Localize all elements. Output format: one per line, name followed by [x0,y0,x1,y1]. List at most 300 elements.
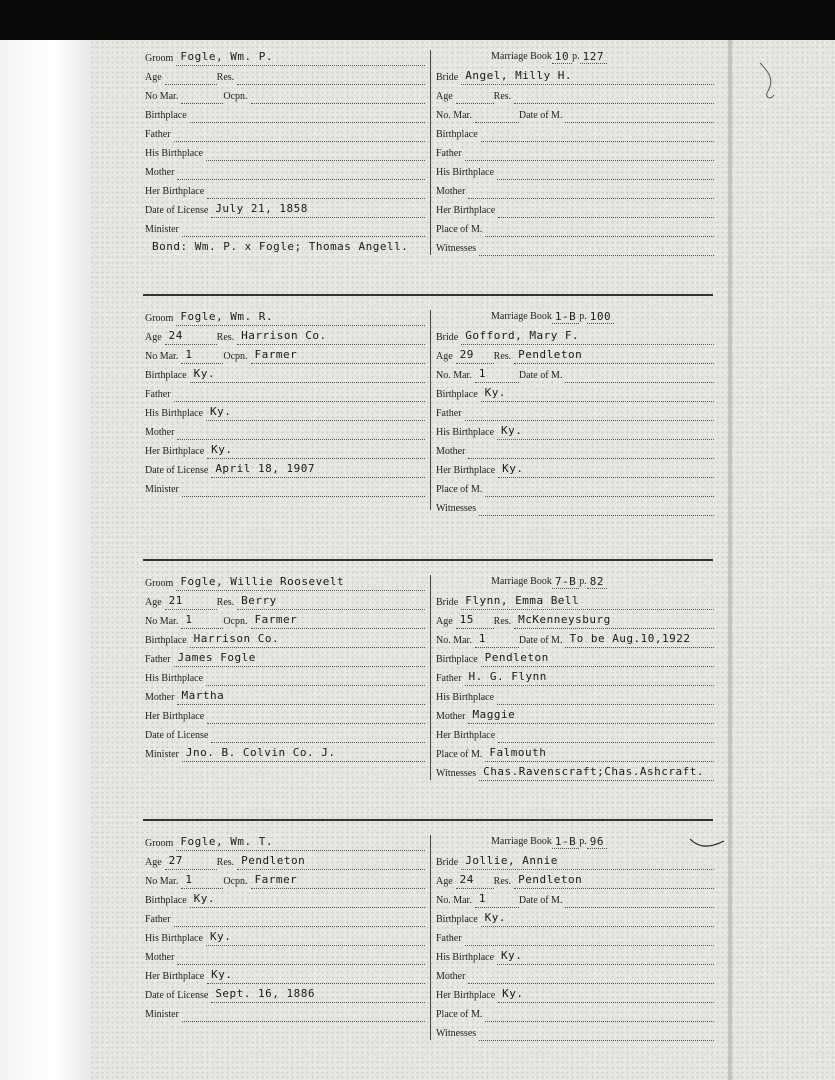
bride-date-of-m-label: Date of M. [518,370,563,381]
groom-her-birthplace: Ky. [207,968,425,984]
bride-no-mar-label: No. Mar. [436,635,472,646]
groom-date-of-license-row [145,200,425,218]
groom-his-birthplace-label: His Birthplace [145,148,204,159]
groom-birthplace-label: Birthplace [145,110,187,121]
bride-his-birthplace [497,164,714,180]
groom-name: Fogle, Wm. R. [176,310,425,326]
groom-mother [177,424,425,440]
bride-mother-label: Mother [436,186,466,197]
marriage-book-page: 100 [587,310,614,324]
bride-age-label: Age [436,616,453,627]
bride-place-of-m-row [436,479,714,497]
bride-name: Flynn, Emma Bell [461,594,714,610]
bride-no-mar [475,107,519,123]
groom-age [165,69,217,85]
groom-res [237,69,425,85]
bride-res: Pendleton [514,873,714,889]
groom-minister-row [145,744,425,762]
bride-label: Bride [436,597,459,608]
bride-res-label: Res. [493,91,512,102]
page-label: p. [579,836,587,847]
bride-father-row [436,668,714,686]
groom-no-mar: 1 [181,613,223,629]
groom-father: James Fogle [174,651,425,667]
groom-father [174,911,425,927]
groom-ocpn: Farmer [251,873,425,889]
groom-his-birthplace: Ky. [206,930,425,946]
bride-label: Bride [436,72,459,83]
groom-birthplace [190,107,425,123]
bride-age-label: Age [436,351,453,362]
bride-nomar-date-row [436,890,714,908]
groom-minister-row [145,479,425,497]
bride-row [436,327,714,345]
groom-row [145,48,425,66]
bride-no-mar: 1 [475,367,519,383]
bride-res [514,88,714,104]
bride-his-birthplace-row [436,422,714,440]
groom-label: Groom [145,313,174,324]
groom-minister-row [145,219,425,237]
bride-no-mar-label: No. Mar. [436,370,472,381]
groom-minister [182,481,425,497]
groom-date-of-license: Sept. 16, 1886 [211,987,425,1003]
bride-witnesses-label: Witnesses [436,768,477,779]
groom-no-mar [181,88,223,104]
groom-nomar-ocpn-row [145,346,425,364]
bride-date-of-m-label: Date of M. [518,635,563,646]
marriage-book-label: Marriage Book [491,311,552,322]
bride-his-birthplace: Ky. [497,424,714,440]
bride-father [465,930,714,946]
groom-nomar-ocpn-row [145,611,425,629]
bride-mother-label: Mother [436,971,466,982]
groom-res-label: Res. [216,857,235,868]
groom-age-label: Age [145,857,162,868]
groom-birthplace-row [145,630,425,648]
bride-father-row [436,403,714,421]
bride-birthplace-label: Birthplace [436,389,478,400]
bride-res-label: Res. [493,351,512,362]
bride-mother [468,968,714,984]
groom-age-res-row [145,67,425,85]
bride-his-birthplace-row [436,687,714,705]
bride-date-of-m: To be Aug.10,1922 [565,632,714,648]
bride-birthplace: Ky. [481,386,714,402]
groom-her-birthplace: Ky. [207,443,425,459]
bride-label: Bride [436,857,459,868]
bride-her-birthplace-label: Her Birthplace [436,730,496,741]
bride-mother-row [436,966,714,984]
groom-age: 24 [165,329,217,345]
marriage-book-ref [491,573,607,589]
bride-no-mar-label: No. Mar. [436,895,472,906]
bride-her-birthplace-row [436,460,714,478]
groom-date-of-license-label: Date of License [145,990,209,1001]
groom-her-birthplace-row [145,181,425,199]
groom-ocpn: Farmer [251,348,425,364]
groom-father [174,386,425,402]
groom-his-birthplace: Ky. [206,405,425,421]
groom-father-label: Father [145,914,171,925]
bride-his-birthplace-label: His Birthplace [436,427,495,438]
bride-father-row [436,143,714,161]
bride-mother-row [436,706,714,724]
bride-father-label: Father [436,933,462,944]
bride-witnesses-row [436,763,714,781]
pen-mark [688,833,728,853]
bride-birthplace-row [436,124,714,142]
bride-father-label: Father [436,408,462,419]
bride-name: Angel, Milly H. [461,69,714,85]
marriage-book-number: 7-B [552,575,579,589]
bride-age: 24 [456,873,494,889]
groom-minister [182,1006,425,1022]
record-separator [143,559,713,561]
groom-minister-row [145,1004,425,1022]
groom-res-label: Res. [216,72,235,83]
groom-his-birthplace [206,670,425,686]
groom-no-mar-label: No Mar. [145,616,179,627]
groom-mother-label: Mother [145,952,175,963]
bride-place-of-m-row [436,744,714,762]
groom-minister: Jno. B. Colvin Co. J. [182,746,425,762]
bride-place-of-m [485,481,714,497]
groom-his-birthplace-row [145,403,425,421]
bride-witnesses [479,240,714,256]
bride-witnesses [479,500,714,516]
groom-birthplace-label: Birthplace [145,635,187,646]
groom-mother-label: Mother [145,167,175,178]
bride-birthplace-label: Birthplace [436,914,478,925]
groom-label: Groom [145,53,174,64]
bride-mother-label: Mother [436,711,466,722]
bride-res-label: Res. [493,876,512,887]
groom-date-of-license [211,727,425,743]
bride-witnesses-row [436,1023,714,1041]
groom-ocpn-label: Ocpn. [223,876,248,887]
bride-date-of-m-label: Date of M. [518,895,563,906]
bride-place-of-m-row [436,1004,714,1022]
groom-ocpn-label: Ocpn. [223,351,248,362]
bride-birthplace [481,126,714,142]
groom-minister-label: Minister [145,749,179,760]
bride-date-of-m [565,367,714,383]
groom-age-res-row [145,327,425,345]
groom-his-birthplace-row [145,668,425,686]
bride-row [436,67,714,85]
groom-mother-label: Mother [145,692,175,703]
bride-mother-row [436,181,714,199]
bride-witnesses-row [436,498,714,516]
groom-birthplace-row [145,365,425,383]
bond-note: Bond: Wm. P. x Fogle; Thomas Angell. [152,240,409,253]
groom-her-birthplace-row [145,441,425,459]
bride-her-birthplace: Ky. [498,462,714,478]
groom-row [145,308,425,326]
bride-mother-row [436,441,714,459]
bride-birthplace-label: Birthplace [436,654,478,665]
bride-her-birthplace-label: Her Birthplace [436,205,496,216]
groom-father-row [145,124,425,142]
bride-age-label: Age [436,876,453,887]
groom-father-row [145,649,425,667]
bride-witnesses-row [436,238,714,256]
groom-name: Fogle, Wm. T. [176,835,425,851]
bride-nomar-date-row [436,105,714,123]
bride-his-birthplace-label: His Birthplace [436,952,495,963]
bride-his-birthplace [497,689,714,705]
bride-her-birthplace-row [436,725,714,743]
groom-her-birthplace [207,708,425,724]
groom-birthplace: Ky. [190,892,425,908]
bride-place-of-m-row [436,219,714,237]
bride-witnesses-label: Witnesses [436,1028,477,1039]
groom-mother-row [145,162,425,180]
bride-place-of-m-label: Place of M. [436,1009,483,1020]
bride-witnesses [479,1025,714,1041]
groom-minister-label: Minister [145,1009,179,1020]
groom-her-birthplace-label: Her Birthplace [145,971,205,982]
bride-no-mar-label: No. Mar. [436,110,472,121]
groom-no-mar: 1 [181,348,223,364]
bride-birthplace-row [436,384,714,402]
groom-no-mar-label: No Mar. [145,91,179,102]
bride-age-res-row [436,871,714,889]
column-divider [430,50,431,255]
groom-her-birthplace-label: Her Birthplace [145,711,205,722]
bride-mother: Maggie [468,708,714,724]
bride-father-row [436,928,714,946]
groom-age: 21 [165,594,217,610]
bride-his-birthplace-row [436,947,714,965]
bride-birthplace: Pendleton [481,651,714,667]
groom-her-birthplace-label: Her Birthplace [145,446,205,457]
groom-mother [177,164,425,180]
column-divider [430,835,431,1040]
groom-label: Groom [145,838,174,849]
marriage-book-ref [491,308,614,324]
bride-res-label: Res. [493,616,512,627]
bride-her-birthplace [498,202,714,218]
groom-age-label: Age [145,597,162,608]
groom-name: Fogle, Willie Roosevelt [176,575,425,591]
bride-place-of-m-label: Place of M. [436,224,483,235]
groom-age-res-row [145,852,425,870]
groom-date-of-license-row [145,985,425,1003]
bride-father [465,145,714,161]
groom-no-mar: 1 [181,873,223,889]
bride-place-of-m: Falmouth [485,746,714,762]
bride-father-label: Father [436,148,462,159]
marriage-book-ref [491,48,607,64]
groom-date-of-license-row [145,725,425,743]
bride-birthplace-label: Birthplace [436,129,478,140]
groom-father-row [145,909,425,927]
groom-date-of-license: April 18, 1907 [211,462,425,478]
bride-nomar-date-row [436,630,714,648]
groom-her-birthplace [207,183,425,199]
bride-birthplace: Ky. [481,911,714,927]
bride-birthplace-row [436,909,714,927]
groom-his-birthplace-label: His Birthplace [145,673,204,684]
bride-age-res-row [436,346,714,364]
record-separator [143,819,713,821]
bride-witnesses-label: Witnesses [436,503,477,514]
groom-his-birthplace-row [145,928,425,946]
groom-mother: Martha [177,689,425,705]
groom-his-birthplace-label: His Birthplace [145,933,204,944]
bride-date-of-m [565,107,714,123]
bride-age-res-row [436,86,714,104]
groom-age-label: Age [145,332,162,343]
groom-no-mar-label: No Mar. [145,876,179,887]
groom-minister [182,221,425,237]
bride-row [436,592,714,610]
groom-age-label: Age [145,72,162,83]
bride-name: Gofford, Mary F. [461,329,714,345]
bride-mother [468,443,714,459]
bride-father-label: Father [436,673,462,684]
groom-ocpn-label: Ocpn. [223,91,248,102]
bride-no-mar: 1 [475,892,519,908]
groom-row [145,833,425,851]
bride-witnesses: Chas.Ravenscraft;Chas.Ashcraft. [479,765,714,781]
groom-mother [177,949,425,965]
bride-birthplace-row [436,649,714,667]
groom-minister-label: Minister [145,224,179,235]
bride-mother-label: Mother [436,446,466,457]
bride-his-birthplace: Ky. [497,949,714,965]
groom-mother-label: Mother [145,427,175,438]
groom-res: Harrison Co. [237,329,425,345]
column-divider [430,310,431,510]
groom-nomar-ocpn-row [145,871,425,889]
groom-name: Fogle, Wm. P. [176,50,425,66]
groom-date-of-license-label: Date of License [145,205,209,216]
page-label: p. [572,51,580,62]
bride-his-birthplace-row [436,162,714,180]
marriage-book-label: Marriage Book [491,836,552,847]
bride-his-birthplace-label: His Birthplace [436,167,495,178]
bride-date-of-m-label: Date of M. [518,110,563,121]
groom-date-of-license-label: Date of License [145,465,209,476]
groom-birthplace-row [145,105,425,123]
bride-nomar-date-row [436,365,714,383]
groom-father [174,126,425,142]
scan-top-border [0,0,835,40]
groom-her-birthplace-row [145,966,425,984]
groom-birthplace: Ky. [190,367,425,383]
marriage-book-page: 82 [587,575,607,589]
bride-label: Bride [436,332,459,343]
groom-res-label: Res. [216,332,235,343]
bride-her-birthplace-label: Her Birthplace [436,465,496,476]
groom-birthplace-label: Birthplace [145,370,187,381]
pen-mark [740,55,790,105]
groom-father-label: Father [145,389,171,400]
column-divider [430,575,431,780]
groom-res-label: Res. [216,597,235,608]
marriage-book-ref [491,833,607,849]
bride-name: Jollie, Annie [461,854,714,870]
groom-father-label: Father [145,129,171,140]
groom-date-of-license-row [145,460,425,478]
bride-her-birthplace-row [436,200,714,218]
page-label: p. [579,576,587,587]
groom-his-birthplace [206,145,425,161]
groom-minister-label: Minister [145,484,179,495]
bride-place-of-m [485,1006,714,1022]
groom-mother-row [145,947,425,965]
groom-father-label: Father [145,654,171,665]
bride-place-of-m [485,221,714,237]
groom-row [145,573,425,591]
groom-date-of-license-label: Date of License [145,730,209,741]
groom-age-res-row [145,592,425,610]
groom-label: Groom [145,578,174,589]
bride-no-mar: 1 [475,632,519,648]
groom-birthplace-label: Birthplace [145,895,187,906]
bride-date-of-m [565,892,714,908]
groom-birthplace-row [145,890,425,908]
groom-nomar-ocpn-row [145,86,425,104]
bride-father [465,405,714,421]
bride-age [456,88,494,104]
bride-her-birthplace-row [436,985,714,1003]
scan-left-margin [0,40,90,1080]
marriage-book-number: 1-B [552,835,579,849]
groom-ocpn: Farmer [251,613,425,629]
groom-birthplace: Harrison Co. [190,632,425,648]
bride-res: McKenneysburg [514,613,714,629]
groom-her-birthplace-row [145,706,425,724]
bride-her-birthplace [498,727,714,743]
groom-father-row [145,384,425,402]
bride-father: H. G. Flynn [465,670,714,686]
groom-ocpn-label: Ocpn. [223,616,248,627]
marriage-book-number: 1-B [552,310,579,324]
groom-her-birthplace-label: Her Birthplace [145,186,205,197]
groom-ocpn [251,88,425,104]
groom-res: Berry [237,594,425,610]
groom-res: Pendleton [237,854,425,870]
bride-her-birthplace: Ky. [498,987,714,1003]
bride-age: 29 [456,348,494,364]
bride-her-birthplace-label: Her Birthplace [436,990,496,1001]
marriage-book-page: 127 [580,50,607,64]
groom-mother-row [145,422,425,440]
marriage-book-label: Marriage Book [491,51,552,62]
bride-age: 15 [456,613,494,629]
bride-place-of-m-label: Place of M. [436,749,483,760]
bride-mother [468,183,714,199]
marriage-book-label: Marriage Book [491,576,552,587]
bride-witnesses-label: Witnesses [436,243,477,254]
bride-age-label: Age [436,91,453,102]
bride-place-of-m-label: Place of M. [436,484,483,495]
groom-no-mar-label: No Mar. [145,351,179,362]
groom-his-birthplace-row [145,143,425,161]
page-edge [728,40,732,1080]
groom-mother-row [145,687,425,705]
page-label: p. [579,311,587,322]
groom-his-birthplace-label: His Birthplace [145,408,204,419]
bride-res: Pendleton [514,348,714,364]
marriage-book-page: 96 [587,835,607,849]
groom-age: 27 [165,854,217,870]
groom-date-of-license: July 21, 1858 [211,202,425,218]
